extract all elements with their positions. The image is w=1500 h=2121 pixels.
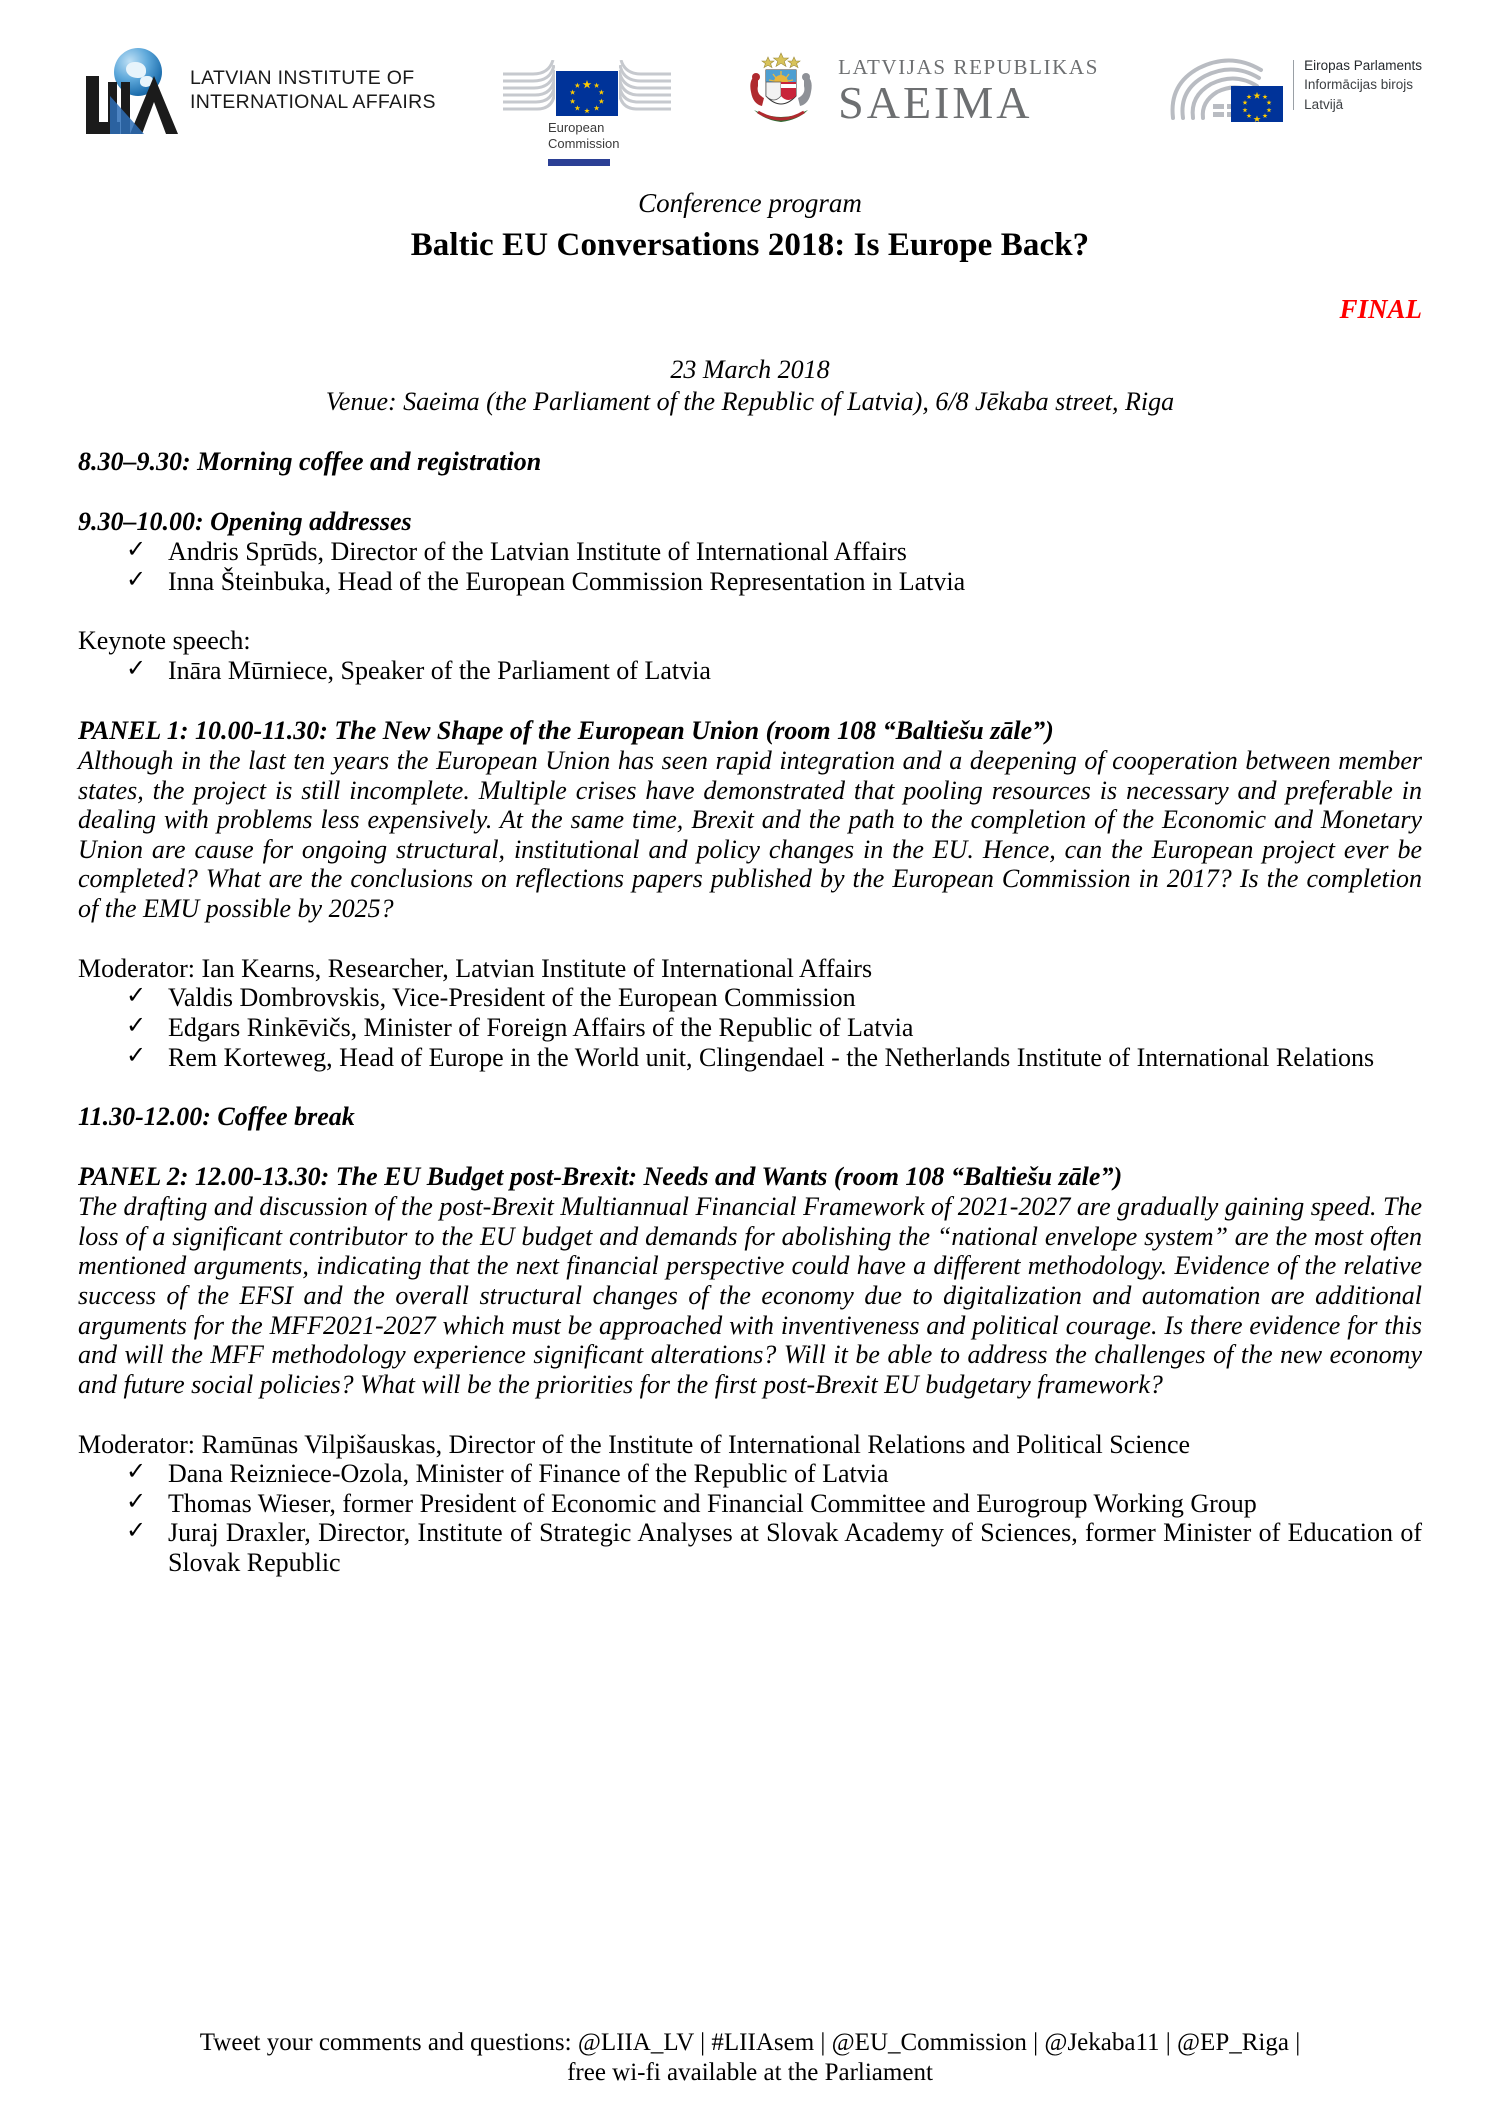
agenda-item-morning xyxy=(78,447,1422,477)
keynote-speaker-list xyxy=(78,656,1422,686)
eu-flag-icon xyxy=(556,71,618,116)
panel-2-moderator: Moderator: Ramūnas Vilpišauskas, Director of the Institute of International Relations and Political Science xyxy=(78,1429,1191,1459)
list-item: ✓ Edgars Rinkēvičs, Minister of Foreign Affairs of the Republic of Latvia xyxy=(126,1013,1422,1043)
morning-title: 8.30–9.30: Morning coffee and registration xyxy=(78,447,542,476)
liia-logo-line2: INTERNATIONAL AFFAIRS xyxy=(190,91,436,113)
agenda-item-coffee-break xyxy=(78,1102,1422,1132)
latvia-coat-of-arms-icon xyxy=(738,48,824,134)
ep-divider xyxy=(1293,60,1294,110)
opening-title: 9.30–10.00: Opening addresses xyxy=(78,507,412,536)
eu-flag-icon xyxy=(1231,86,1283,122)
liia-logo xyxy=(84,48,436,136)
agenda-item-keynote xyxy=(78,626,1422,686)
ec-caption-line2: Commission xyxy=(547,136,620,152)
list-item: ✓ Rem Korteweg, Head of Europe in the World unit, Clingendael - the Netherlands Institute of International Relations xyxy=(126,1043,1422,1073)
list-item: ✓ Thomas Wieser, former President of Economic and Financial Committee and Eurogroup Working Group xyxy=(126,1489,1422,1519)
saeima-line2: SAEIMA xyxy=(838,76,1033,128)
ec-left-lines-icon xyxy=(503,60,555,116)
document-footer xyxy=(78,2028,1422,2087)
panel-2-speaker-list xyxy=(78,1459,1422,1578)
ep-logo-text xyxy=(1304,56,1422,113)
ec-right-lines-icon xyxy=(619,60,671,116)
panel-2-description: The drafting and discussion of the post-Brexit Multiannual Financial Framework of 2021-2027 are gradually gaining speed. The loss of a significant contributor to the EU budget and demands for abolishing the “national envelope system” are the most often mentioned arguments, indicating that the next financial perspective could have a different methodology. Evidence of the relative success of the EFSI and the overall structural changes of the economy due to digitalization and automation are additional arguments for the MFF2021-2027 which must be approached with inventiveness and political courage. Is there evidence for this and will the MFF methodology experience significant alterations? Will it be able to address the challenges of the new economy and future social policies? What will be the priorities for the first post-Brexit EU budgetary framework? xyxy=(78,1192,1422,1399)
list-item: ✓ Ināra Mūrniece, Speaker of the Parliament of Latvia xyxy=(126,656,1422,686)
ec-caption xyxy=(502,116,672,153)
ep-hemicycle-icon xyxy=(1165,48,1283,122)
page-title: Baltic EU Conversations 2018: Is Europe Back? xyxy=(410,227,1090,263)
conference-date: 23 March 2018 xyxy=(670,355,830,384)
panel-1-moderator: Moderator: Ian Kearns, Researcher, Latvian Institute of International Affairs xyxy=(78,953,873,983)
panel-1-description: Although in the last ten years the European Union has seen rapid integration and a deepening of cooperation between member states, the project is still incomplete. Multiple crises have demonstrated that pooling resources is necessary and preferable in dealing with problems less expensively. At the same time, Brexit and the path to the completion of the Economic and Monetary Union are cause for ongoing structural, institutional and policy changes in the EU. Hence, can the European project ever be completed? What are the conclusions on reflections papers published by the European Commission in 2017? Is the completion of the EMU possible by 2025? xyxy=(78,745,1422,923)
liia-logo-line1: LATVIAN INSTITUTE OF xyxy=(190,67,415,90)
ep-text-line2: Informācijas birojs xyxy=(1304,77,1413,93)
ec-caption-line1: European xyxy=(547,120,605,135)
panel-2-title: PANEL 2: 12.00-13.30: The EU Budget post-Brexit: Needs and Wants (room 108 “Baltiešu zāle”) xyxy=(78,1162,1123,1192)
saeima-line1: LATVIJAS REPUBLIKAS xyxy=(838,54,1099,79)
coffee-break-title: 11.30-12.00: Coffee break xyxy=(78,1102,355,1132)
ep-text-line1: Eiropas Parlaments xyxy=(1304,58,1422,74)
ec-underline xyxy=(548,159,610,166)
agenda-item-panel-2 xyxy=(78,1162,1422,1578)
liia-globe-icon xyxy=(84,48,180,136)
saeima-logo xyxy=(738,48,1099,134)
opening-speaker-list xyxy=(78,537,1422,596)
list-item: ✓ Andris Sprūds, Director of the Latvian Institute of International Affairs xyxy=(126,537,1422,567)
ep-text-line3: Latvijā xyxy=(1304,96,1344,112)
status-badge: FINAL xyxy=(1339,294,1422,324)
logo-header xyxy=(78,0,1422,168)
european-parliament-logo xyxy=(1165,48,1422,122)
list-item: ✓ Dana Reizniece-Ozola, Minister of Finance of the Republic of Latvia xyxy=(126,1459,1422,1489)
document-body xyxy=(78,188,1422,1578)
footer-line-1: Tweet your comments and questions: @LIIA_LV | #LIIAsem | @EU_Commission | @Jekaba11 | @EP_Riga | xyxy=(199,2029,1301,2056)
panel-1-title: PANEL 1: 10.00-11.30: The New Shape of the European Union (room 108 “Baltiešu zāle”) xyxy=(78,715,1054,745)
liia-logo-text xyxy=(190,67,436,117)
footer-line-2: free wi-fi available at the Parliament xyxy=(567,2058,933,2086)
agenda-item-opening xyxy=(78,507,1422,596)
list-item: ✓ Valdis Dombrovskis, Vice-President of the European Commission xyxy=(126,983,1422,1013)
agenda-item-panel-1 xyxy=(78,716,1422,1072)
conference-kicker: Conference program xyxy=(638,188,862,218)
european-commission-logo xyxy=(502,48,672,166)
list-item: ✓ Juraj Draxler, Director, Institute of Strategic Analyses at Slovak Academy of Sciences, former Minister of Education of Slovak Republic xyxy=(126,1518,1422,1577)
list-item: ✓ Inna Šteinbuka, Head of the European Commission Representation in Latvia xyxy=(126,567,1422,597)
conference-venue: Venue: Saeima (the Parliament of the Republic of Latvia), 6/8 Jēkaba street, Riga xyxy=(325,387,1175,416)
keynote-label: Keynote speech: xyxy=(78,626,251,656)
panel-1-speaker-list xyxy=(78,983,1422,1072)
